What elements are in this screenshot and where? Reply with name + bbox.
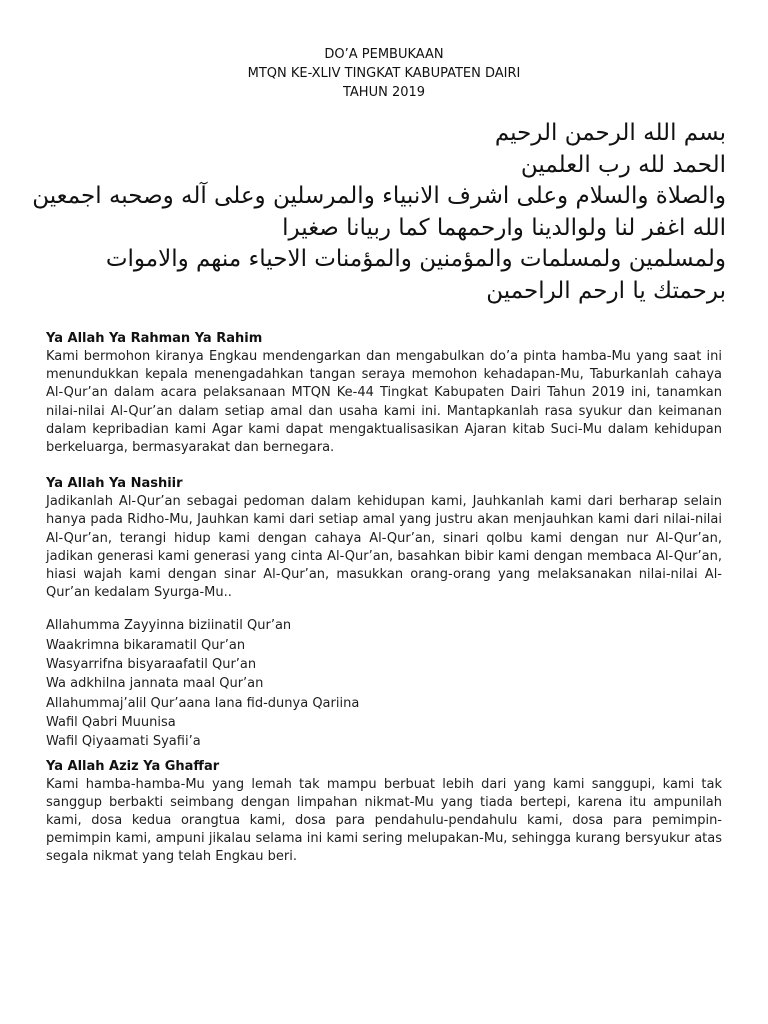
arabic-line-6: برحمتك يا ارحم الراحمين bbox=[486, 277, 726, 304]
prayer-line: Wa adkhilna jannata maal Qur’an bbox=[46, 676, 264, 692]
document-title bbox=[0, 45, 768, 102]
section-paragraph: Kami bermohon kiranya Engkau mendengarkan dan mengabulkan do’a pinta hamba-Mu yang saat ini menundukkan kepala menengadahkan tangan seraya memohon kehadapan-Mu, Taburkanlah cahaya Al-Qur’an dalam acara pelaksanaan MTQN Ke-44 Tingkat Kabupaten Dairi Tahun 2019 ini, tanamkan nilai-nilai Al-Qur’an dalam setiap amal dan usaha kami ini. Mantapkanlah rasa syukur dan keimanan dalam kepribadian kami Agar kami dapat mengaktualisasikan Ajaran kitab Suci-Mu dalam kehidupan berkeluarga, bermasyarakat dan bernegara. bbox=[46, 349, 722, 456]
arabic-line-1: بسم الله الرحمن الرحيم bbox=[494, 120, 726, 146]
prayer-line: Wafil Qabri Muunisa bbox=[46, 714, 176, 730]
prayer-line: Wafil Qiyaamati Syafii’a bbox=[46, 734, 201, 750]
section-heading: Ya Allah Ya Rahman Ya Rahim bbox=[46, 331, 263, 346]
arabic-line-2: الحمد لله رب العلمين bbox=[520, 151, 726, 178]
arabic-line-5: ولمسلمين ولمسلمات والمؤمنين والمؤمنات الاحياء منهم والاموات bbox=[105, 246, 726, 273]
section-heading: Ya Allah Aziz Ya Ghaffar bbox=[46, 758, 220, 774]
prayer-line: Allahumma Zayyinna biziinatil Qur’an bbox=[46, 618, 292, 634]
title-line-3: TAHUN 2019 bbox=[342, 85, 426, 100]
section-nashiir bbox=[46, 475, 722, 602]
section-rahman-rahim bbox=[46, 330, 722, 457]
prayer-line: Waakrimna bikaramatil Qur’an bbox=[46, 637, 246, 653]
prayer-lines bbox=[46, 616, 722, 751]
title-line-1: DO’A PEMBUKAAN bbox=[324, 47, 444, 62]
arabic-line-3: والصلاة والسلام وعلى اشرف الانبياء والمرسلين وعلى آله وصحبه اجمعين bbox=[32, 183, 726, 210]
arabic-line-4: الله اغفر لنا ولوالدينا وارحمهما كما ربيانا صغيرا bbox=[282, 214, 726, 241]
section-aziz-ghaffar bbox=[46, 758, 722, 867]
document-body bbox=[46, 330, 722, 867]
arabic-opening-prayer bbox=[26, 118, 726, 308]
title-line-2: MTQN KE-XLIV TINGKAT KABUPATEN DAIRI bbox=[247, 66, 521, 81]
prayer-line: Allahummaj’alil Qur’aana lana fid-dunya Qariina bbox=[46, 695, 360, 711]
section-paragraph: Kami hamba-hamba-Mu yang lemah tak mampu berbuat lebih dari yang kami sanggupi, kami tak sanggup berbakti seimbang dengan limpahan nikmat-Mu yang tiada bertepi, karena itu ampunilah kami, dosa kedua orangtua kami, dosa para pendahulu-pendahulu kami, dosa para pemimpin-pemimpin kami, ampuni jikalau selama ini kami sering melupakan-Mu, sehingga kurang bersyukur atas segala nikmat yang telah Engkau beri. bbox=[46, 776, 722, 865]
section-heading: Ya Allah Ya Nashiir bbox=[46, 476, 183, 492]
section-paragraph: Jadikanlah Al-Qur’an sebagai pedoman dalam kehidupan kami, Jauhkanlah kami dari berharap selain hanya pada Ridho-Mu, Jauhkan kami dari setiap amal yang justru akan menjauhkan kami dari nilai-nilai Al-Qur’an, terangi hidup kami dengan cahaya Al-Qur’an, sinari qolbu kami dengan nur Al-Qur’an, jadikan generasi kami generasi yang cinta Al-Qur’an, basahkan bibir kami dengan membaca Al-Qur’an, hiasi wajah kami dengan sinar Al-Qur’an, masukkan orang-orang yang melaksanakan nilai-nilai Al-Qur’an kedalam Syurga-Mu.. bbox=[46, 494, 722, 601]
prayer-line: Wasyarrifna bisyaraafatil Qur’an bbox=[46, 657, 257, 673]
